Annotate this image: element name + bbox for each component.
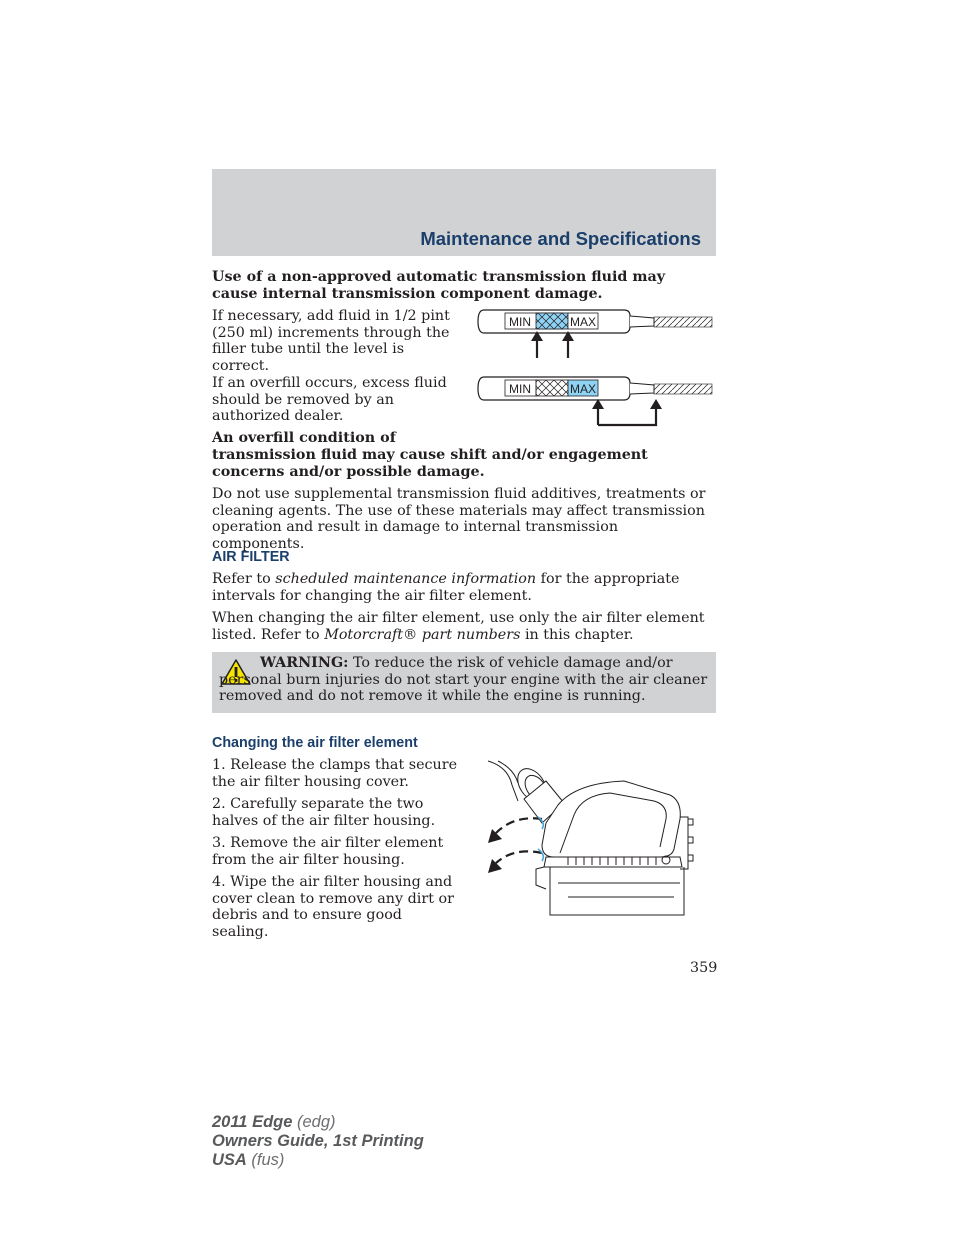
- add-fluid-paragraph: If necessary, add fluid in 1/2 pint (250 ml) increments through the filler tube until the level is correct.: [212, 308, 450, 374]
- caution-overfill-rest: transmission fluid may cause shift and/or engagement concerns and/or possible damage.: [212, 447, 648, 480]
- document-footer: [212, 1113, 424, 1170]
- step-1: 1. Release the clamps that secure the air filter housing cover.: [212, 757, 458, 790]
- air-filter-paragraph-2: When changing the air filter element, use only the air filter element listed. Refer to Motorcraft® part numbers in this chapter.: [212, 610, 705, 643]
- air-filter-paragraph-1: Refer to scheduled maintenance information for the appropriate intervals for changing the air filter element.: [212, 571, 680, 604]
- dipstick-overfill-illustration: [474, 372, 716, 430]
- dipstick-min-label: MIN: [509, 315, 531, 329]
- motorcraft-part-numbers-reference: Motorcraft® part numbers: [324, 626, 521, 643]
- warning-text: WARNING: To reduce the risk of vehicle damage and/or personal burn injuries do not start your engine with the air cleaner removed and do not remove it while the engine is running.: [219, 655, 708, 705]
- footer-region-line: USA (fus): [212, 1151, 285, 1169]
- air-filter-housing-illustration: [484, 757, 700, 919]
- dipstick-add-fluid-illustration: [474, 305, 716, 361]
- overfill-paragraph: If an overfill occurs, excess fluid should be removed by an authorized dealer.: [212, 375, 447, 425]
- footer-model-line: 2011 Edge (edg): [212, 1113, 336, 1131]
- scheduled-maintenance-reference: scheduled maintenance information: [275, 571, 537, 587]
- warning-label: WARNING:: [260, 655, 349, 671]
- step-4: 4. Wipe the air filter housing and cover clean to remove any dirt or debris and to ensure good sealing.: [212, 874, 454, 940]
- changing-filter-heading: Changing the air filter element: [212, 735, 418, 751]
- step-2: 2. Carefully separate the two halves of the air filter housing.: [212, 796, 436, 829]
- section-header: [212, 169, 716, 256]
- dipstick-min-label-2: MIN: [509, 382, 531, 396]
- section-title: Maintenance and Specifications: [420, 228, 701, 249]
- footer-guide-line: Owners Guide, 1st Printing: [212, 1132, 424, 1150]
- caution-non-approved-fluid: Use of a non-approved automatic transmission fluid may cause internal transmission component damage.: [212, 269, 666, 302]
- page-number: 359: [690, 960, 718, 976]
- dipstick-max-label-2: MAX: [570, 382, 597, 396]
- additives-paragraph: Do not use supplemental transmission fluid additives, treatments or cleaning agents. The use of these materials may affect transmission operation and result in damage to internal transmission components.: [212, 486, 706, 552]
- step-3: 3. Remove the air filter element from the air filter housing.: [212, 835, 444, 868]
- air-filter-heading: AIR FILTER: [212, 549, 290, 565]
- dipstick-max-label: MAX: [570, 315, 597, 329]
- caution-overfill-line1: An overfill condition of: [212, 430, 396, 446]
- warning-box: [212, 652, 716, 713]
